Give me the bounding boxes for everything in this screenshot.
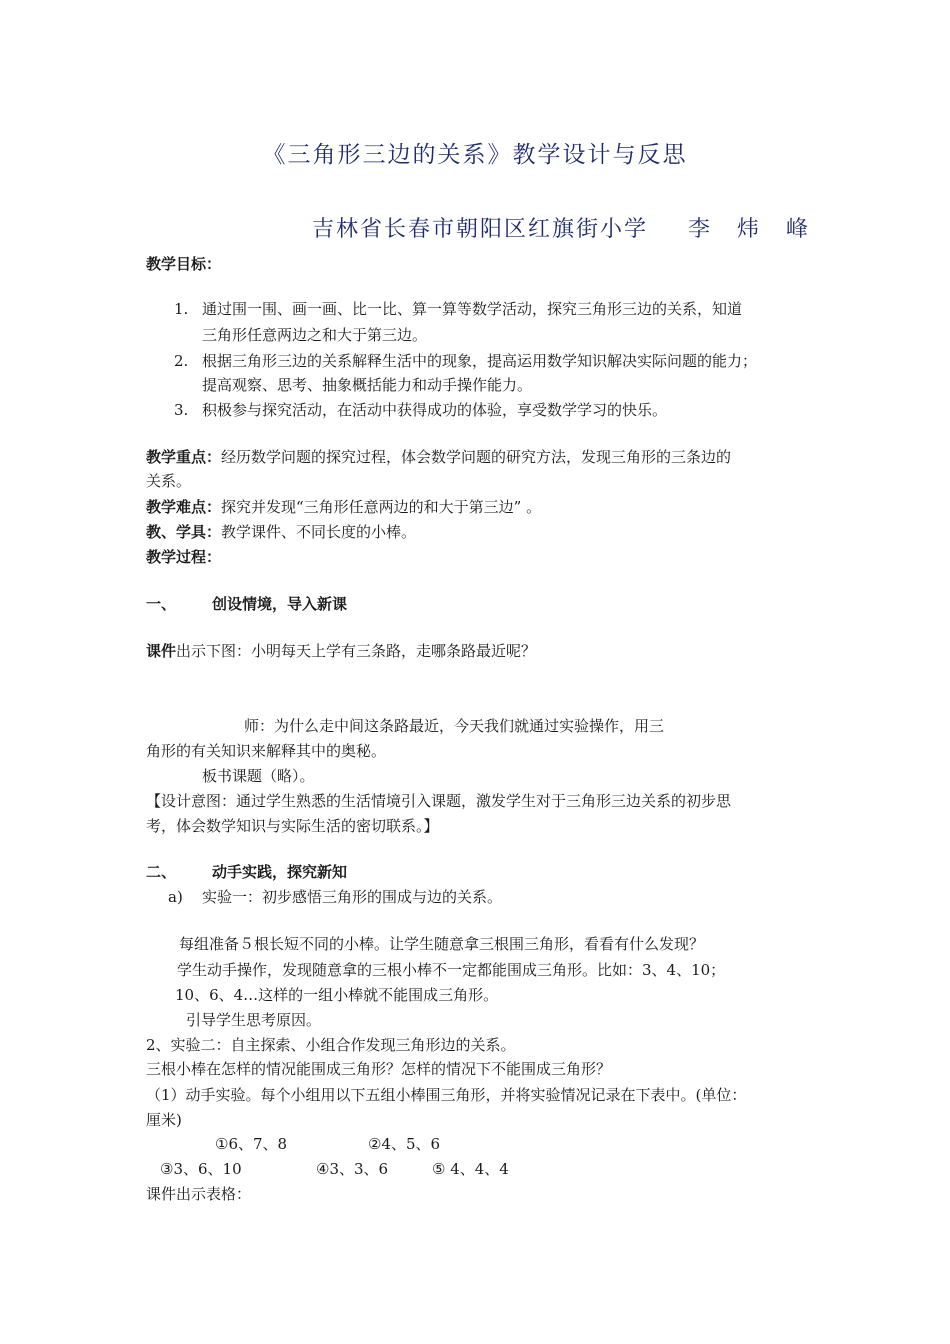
objectives-heading: 教学目标： — [146, 255, 222, 273]
stick-group: ③3、6、10 — [160, 1160, 242, 1178]
objective-item-1 — [174, 299, 742, 319]
teacher-line: 师：为什么走中间这条路最近，今天我们就通过实验操作，用三 — [244, 717, 665, 735]
paragraph: 引导学生思考原因。 — [186, 1011, 322, 1029]
objective-item-2 — [174, 351, 757, 371]
section-title: 创设情境，导入新课 — [212, 595, 348, 613]
table-note: 课件出示表格： — [146, 1185, 252, 1203]
courseware-line — [146, 641, 536, 661]
stick-group: ④3、3、6 — [316, 1160, 389, 1178]
tools-text: 教学课件、不同长度的小棒。 — [221, 523, 417, 541]
key-point-text: 经历数学问题的探究过程，体会数学问题的研究方法，发现三角形的三条边的 — [221, 448, 732, 466]
teacher-line-cont: 角形的有关知识来解释其中的奥秘。 — [146, 742, 387, 760]
stick-group: ⑤ 4、4、4 — [432, 1160, 509, 1178]
courseware-text: 出示下图：小明每天上学有三条路，走哪条路最近呢？ — [176, 642, 537, 660]
section-number: 一、 — [146, 595, 177, 613]
stick-group: ①6、7、8 — [215, 1135, 288, 1153]
author-name: 李 炜 峰 — [688, 217, 819, 242]
step-1: （1）动手实验。每个小组用以下五组小棒围三角形，并将实验情况记录在下表中。(单位： — [146, 1086, 747, 1104]
paragraph: 10、6、4…这样的一组小棒就不能围成三角形。 — [175, 986, 499, 1004]
section-2-heading — [146, 862, 347, 882]
experiment-2: 2、实验二：自主探索、小组合作发现三角形边的关系。 — [146, 1036, 516, 1054]
objective-text-cont: 提高观察、思考、抽象概括能力和动手操作能力。 — [202, 376, 533, 394]
experiment-1 — [168, 887, 502, 907]
stick-group: ②4、5、6 — [368, 1135, 441, 1153]
step-1-cont: 厘米) — [146, 1111, 182, 1129]
experiment-label: a) — [168, 888, 183, 906]
section-1-heading — [146, 594, 347, 614]
difficulty — [146, 497, 541, 517]
difficulty-label: 教学难点： — [146, 498, 222, 516]
document-title: 《三角形三边的关系》教学设计与反思 — [262, 142, 688, 168]
objective-number: 1. — [174, 300, 189, 318]
key-point-label: 教学重点： — [146, 448, 222, 466]
author-line — [312, 212, 818, 243]
key-point-cont: 关系。 — [146, 472, 192, 490]
courseware-label: 课件 — [146, 642, 177, 660]
key-point — [146, 447, 731, 467]
tools — [146, 522, 416, 542]
objective-item-3 — [174, 400, 667, 420]
paragraph: 每组准备５根长短不同的小棒。让学生随意拿三根围三角形，看看有什么发现？ — [179, 935, 705, 953]
question-line: 三根小棒在怎样的情况能围成三角形？怎样的情况下不能围成三角形？ — [146, 1060, 612, 1078]
objective-text: 通过围一围、画一画、比一比、算一算等数学活动，探究三角形三边的关系，知道 — [202, 300, 743, 318]
section-number: 二、 — [146, 863, 177, 881]
objective-text: 积极参与探究活动，在活动中获得成功的体验，享受数学学习的快乐。 — [202, 401, 668, 419]
experiment-text: 实验一：初步感悟三角形的围成与边的关系。 — [202, 888, 503, 906]
difficulty-text: 探究并发现“三角形任意两边的和大于第三边” 。 — [221, 498, 542, 516]
objective-text-cont: 三角形任意两边之和大于第三边。 — [202, 326, 428, 344]
section-title: 动手实践，探究新知 — [212, 863, 348, 881]
design-intent-cont: 考，体会数学知识与实际生活的密切联系。】 — [146, 817, 439, 835]
objective-number: 2. — [174, 352, 189, 370]
design-intent: 【设计意图：通过学生熟悉的生活情境引入课题，激发学生对于三角形三边关系的初步思 — [146, 792, 732, 810]
paragraph: 学生动手操作，发现随意拿的三根小棒不一定都能围成三角形。比如：3、4、10； — [177, 961, 726, 979]
process-heading: 教学过程： — [146, 548, 222, 566]
objective-number: 3. — [174, 401, 189, 419]
board-line: 板书课题（略）。 — [202, 767, 315, 785]
objective-text: 根据三角形三边的关系解释生活中的现象，提高运用数学知识解决实际问题的能力； — [202, 352, 758, 370]
tools-label: 教、学具： — [146, 523, 222, 541]
author-school: 吉林省长春市朝阳区红旗街小学 — [312, 217, 649, 242]
